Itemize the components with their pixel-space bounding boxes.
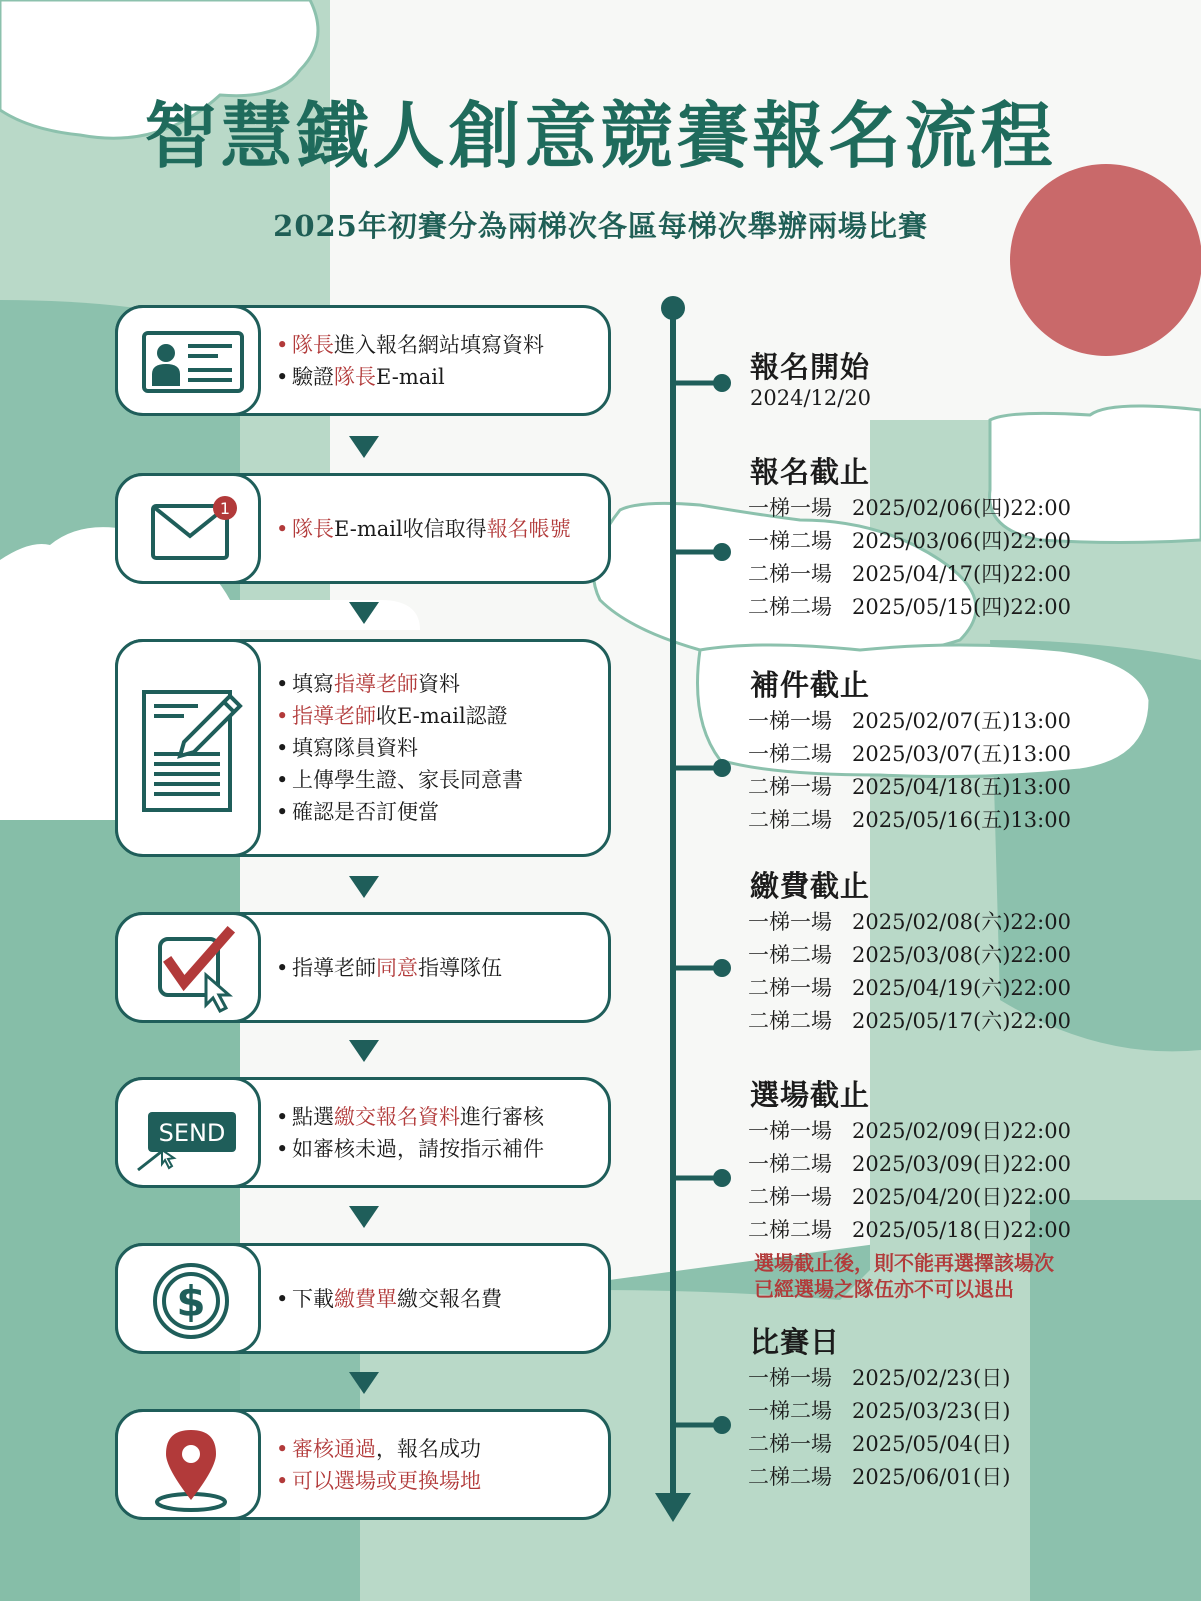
step-icon-box — [115, 473, 261, 584]
down-arrow-icon — [349, 876, 379, 898]
step-list — [276, 668, 600, 828]
step-icon-box — [115, 1077, 261, 1188]
timeline-row: 一梯一場 2025/02/06(四)22:00 — [748, 496, 1071, 520]
timeline-row: 二梯二場 2025/05/16(五)13:00 — [748, 808, 1071, 832]
send-label: SEND — [158, 1119, 226, 1147]
step-list — [276, 1101, 600, 1165]
timeline-start-title: 報名開始 — [750, 350, 871, 384]
send-button-icon — [118, 1080, 264, 1191]
timeline-section-rows — [748, 1115, 1071, 1247]
list-item: • 填寫隊員資料 — [276, 736, 418, 760]
list-item: • 可以選場或更換場地 — [276, 1468, 481, 1493]
svg-text:$: $ — [176, 1277, 206, 1326]
list-item: • 指導老師收E-mail認證 — [276, 704, 508, 728]
list-item: • 隊長進入報名網站填寫資料 — [276, 332, 544, 357]
timeline-row: 二梯二場 2025/06/01(日) — [748, 1465, 1011, 1489]
list-item: • 驗證隊長E-mail — [276, 364, 445, 389]
timeline-row: 一梯二場 2025/03/06(四)22:00 — [748, 529, 1071, 553]
down-arrow-icon — [349, 1372, 379, 1394]
id-card-icon — [118, 308, 264, 419]
step-card-email — [115, 473, 611, 584]
step-list — [276, 513, 600, 545]
down-arrow-icon — [349, 602, 379, 624]
envelope-icon — [118, 476, 264, 587]
timeline-row: 二梯一場 2025/05/04(日) — [748, 1432, 1011, 1456]
timeline-section-title: 補件截止 — [750, 668, 871, 702]
list-item: • 點選繳交報名資料進行審核 — [276, 1104, 544, 1129]
step-card-fill-form — [115, 639, 611, 857]
timeline-section-title: 選場截止 — [750, 1078, 871, 1112]
step-list — [276, 952, 600, 984]
list-item: • 指導老師同意指導隊伍 — [276, 955, 502, 980]
timeline-note: 選場截止後，則不能再選擇該場次 已經選場之隊伍亦不可以退出 — [754, 1251, 1054, 1301]
checkbox-click-icon — [118, 915, 264, 1026]
timeline-row: 一梯一場 2025/02/23(日) — [748, 1366, 1011, 1390]
step-icon-box — [115, 1243, 261, 1354]
timeline-section-title: 報名截止 — [750, 455, 871, 489]
timeline-row: 二梯一場 2025/04/18(五)13:00 — [748, 775, 1071, 799]
step-list — [276, 1433, 600, 1497]
timeline-row: 二梯一場 2025/04/19(六)22:00 — [748, 976, 1071, 1000]
form-pencil-icon — [118, 642, 264, 860]
step-icon-box — [115, 912, 261, 1023]
notification-badge: 1 — [219, 499, 231, 518]
timeline-row: 一梯一場 2025/02/08(六)22:00 — [748, 910, 1071, 934]
timeline-row: 一梯二場 2025/03/09(日)22:00 — [748, 1152, 1071, 1176]
list-item: • 下載繳費單繳交報名費 — [276, 1286, 502, 1311]
list-item: • 填寫指導老師資料 — [276, 672, 460, 696]
timeline-row: 二梯二場 2025/05/17(六)22:00 — [748, 1009, 1071, 1033]
list-item: • 隊長E-mail收信取得報名帳號 — [276, 516, 571, 541]
step-icon-box — [115, 639, 261, 857]
timeline-row: 二梯二場 2025/05/18(日)22:00 — [748, 1218, 1071, 1242]
step-card-register — [115, 305, 611, 416]
down-arrow-icon — [349, 1206, 379, 1228]
timeline-section-title: 比賽日 — [750, 1325, 841, 1359]
page-title: 智慧鐵人創意競賽報名流程 — [144, 93, 1057, 178]
timeline-row: 一梯二場 2025/03/07(五)13:00 — [748, 742, 1071, 766]
timeline-section-rows — [748, 492, 1071, 624]
timeline-section-title: 繳費截止 — [750, 869, 871, 903]
timeline-section-rows — [748, 906, 1071, 1038]
step-list — [276, 329, 600, 393]
timeline-section-rows — [748, 1362, 1010, 1494]
step-card-success — [115, 1409, 611, 1520]
step-card-submit — [115, 1077, 611, 1188]
list-item: • 確認是否訂便當 — [276, 800, 439, 824]
down-arrow-icon — [349, 1040, 379, 1062]
down-arrow-icon — [349, 436, 379, 458]
timeline-row: 一梯一場 2025/02/07(五)13:00 — [748, 709, 1071, 733]
timeline-row: 一梯一場 2025/02/09(日)22:00 — [748, 1119, 1071, 1143]
timeline-start-date: 2024/12/20 — [750, 386, 872, 410]
timeline-row: 一梯二場 2025/03/08(六)22:00 — [748, 943, 1071, 967]
page-subtitle: 2025年初賽分為兩梯次各區每梯次舉辦兩場比賽 — [273, 209, 928, 243]
list-item: • 上傳學生證、家長同意書 — [276, 768, 523, 792]
list-item: • 如審核未過，請按指示補件 — [276, 1136, 544, 1161]
timeline-row: 二梯一場 2025/04/20(日)22:00 — [748, 1185, 1071, 1209]
timeline-row: 二梯一場 2025/04/17(四)22:00 — [748, 562, 1071, 586]
step-card-payment — [115, 1243, 611, 1354]
step-card-teacher-agree — [115, 912, 611, 1023]
timeline-section-rows — [748, 705, 1071, 837]
step-icon-box — [115, 1409, 261, 1520]
dollar-coin-icon — [118, 1246, 264, 1357]
timeline-row: 一梯二場 2025/03/23(日) — [748, 1399, 1011, 1423]
timeline-row: 二梯二場 2025/05/15(四)22:00 — [748, 595, 1071, 619]
location-pin-icon — [118, 1412, 264, 1523]
list-item: • 審核通過，報名成功 — [276, 1436, 481, 1461]
step-icon-box — [115, 305, 261, 416]
step-list — [276, 1283, 600, 1315]
